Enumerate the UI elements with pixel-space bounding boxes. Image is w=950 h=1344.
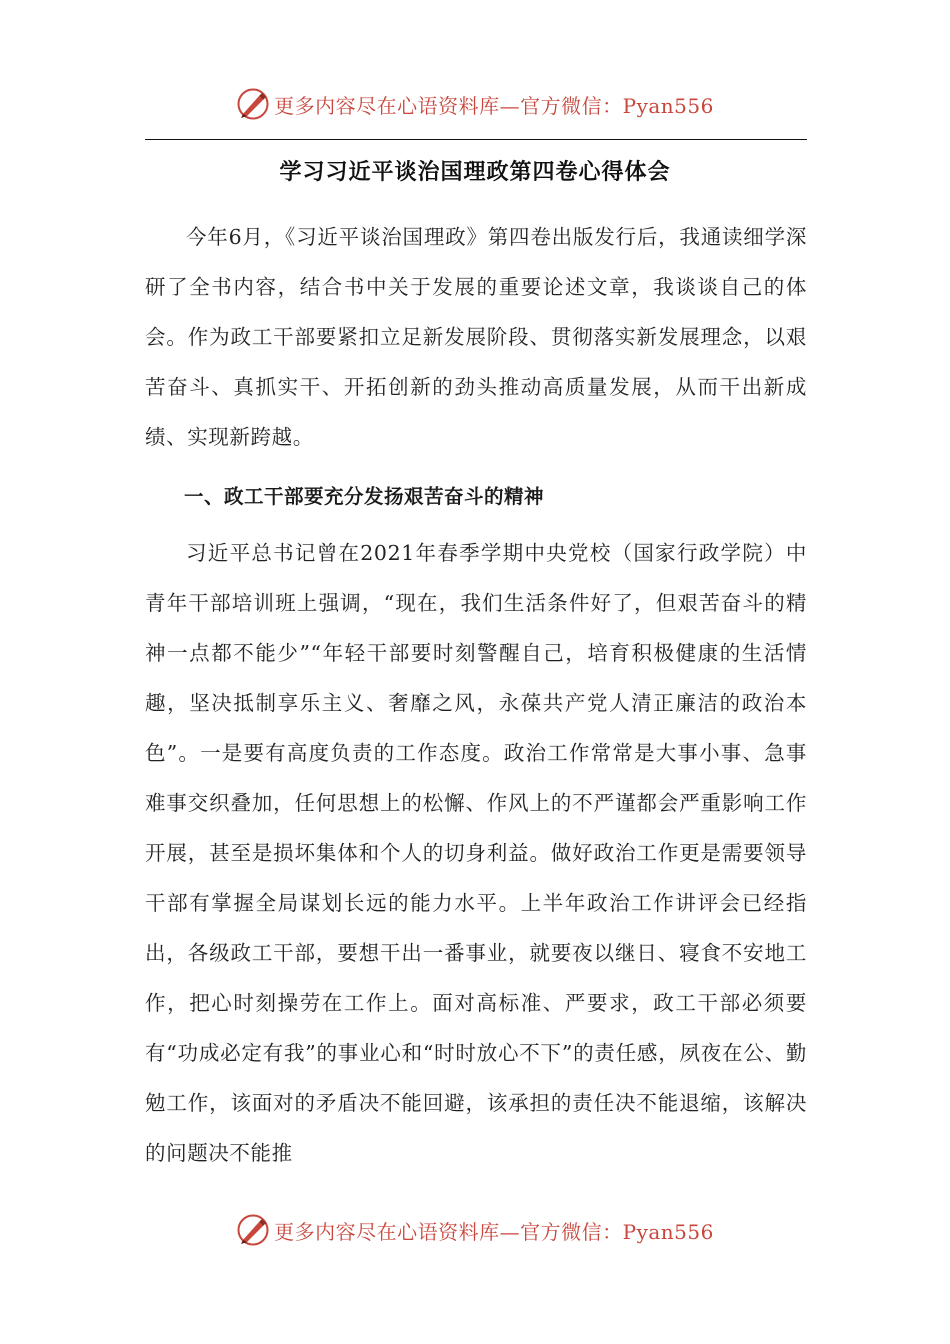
paragraph-section-1: 习近平总书记曾在2021年春季学期中央党校（国家行政学院）中青年干部培训班上强调，“现在，我们生活条件好了，但艰苦奋斗的精神一点都不能少”“年轻干部要时刻警醒自己，培育积极健康的生活情趣，坚决抵制享乐主义、奢靡之风，永葆共产党人清正廉洁的政治本色”。一是要有高度负责的工作态度。政治工作常常是大事小事、急事难事交织叠加，任何思想上的松懈、作风上的不严谨都会严重影响工作开展，甚至是损坏集体和个人的切身利益。做好政治工作更是需要领导干部有掌握全局谋划长远的能力水平。上半年政治工作讲评会已经指出，各级政工干部，要想干出一番事业，就要夜以继日、寝食不安地工作，把心时刻操劳在工作上。面对高标准、严要求，政工干部必须要有“功成必定有我”的事业心和“时时放心不下”的责任感，夙夜在公、勤勉工作，该面对的矛盾决不能回避，该承担的责任决不能退缩，该解决的问题决不能推 [145, 541, 807, 1165]
header-banner-text: 更多内容尽在心语资料库—官方微信：Pyan556 [274, 93, 714, 118]
document-body [145, 212, 807, 1178]
footer-banner-text: 更多内容尽在心语资料库—官方微信：Pyan556 [274, 1219, 714, 1244]
paragraph-intro: 今年6月，《习近平谈治国理政》第四卷出版发行后，我通读细学深研了全书内容，结合书中关于发展的重要论述文章，我谈谈自己的体会。作为政工干部要紧扣立足新发展阶段、贯彻落实新发展理念，以艰苦奋斗、真抓实干、开拓创新的劲头推动高质量发展，从而干出新成绩、实现新跨越。 [145, 225, 807, 449]
pen-logo-icon [236, 1213, 270, 1247]
document-title: 学习习近平谈治国理政第四卷心得体会 [279, 160, 671, 185]
pen-logo-icon [236, 87, 270, 121]
section-heading-1: 一、政工干部要充分发扬艰苦奋斗的精神 [184, 485, 545, 508]
header-banner [0, 84, 950, 124]
header-divider [145, 139, 807, 140]
footer-banner [0, 1210, 950, 1250]
